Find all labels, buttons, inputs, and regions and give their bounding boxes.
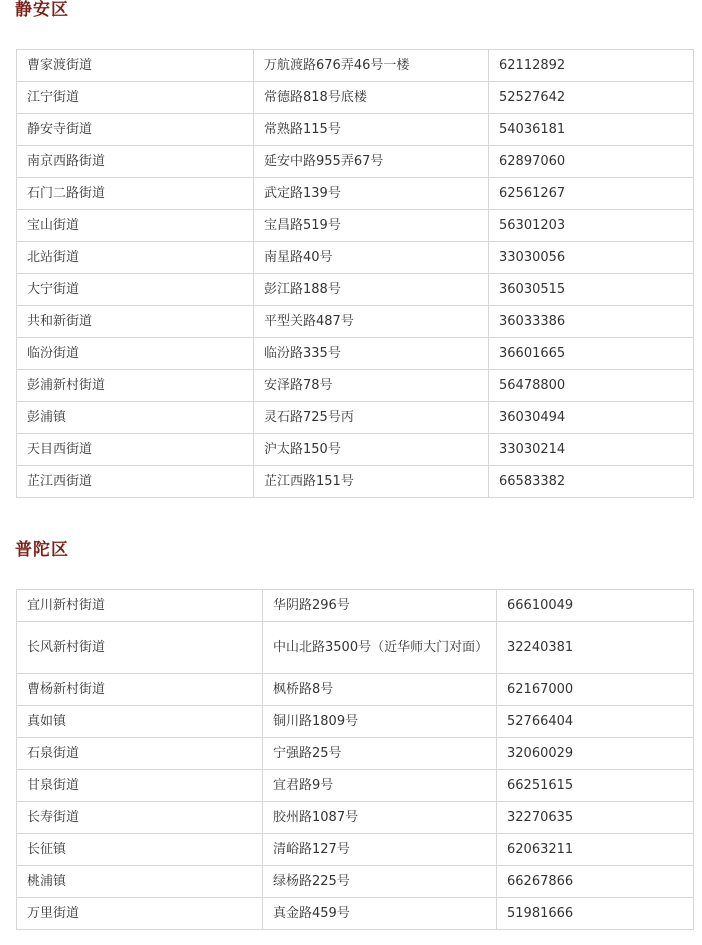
phone-cell: 62897060 bbox=[489, 146, 694, 178]
phone-cell: 62561267 bbox=[489, 178, 694, 210]
street-name-cell: 宝山街道 bbox=[17, 210, 254, 242]
section-title-putuo: 普陀区 bbox=[15, 540, 69, 560]
table-row bbox=[17, 738, 694, 770]
address-cell: 中山北路3500号（近华师大门对面） bbox=[263, 622, 497, 674]
address-cell: 彭江路188号 bbox=[254, 274, 489, 306]
phone-cell: 32060029 bbox=[497, 738, 694, 770]
table-row bbox=[17, 370, 694, 402]
table-row bbox=[17, 306, 694, 338]
phone-cell: 36033386 bbox=[489, 306, 694, 338]
table-row bbox=[17, 770, 694, 802]
street-name-cell: 彭浦镇 bbox=[17, 402, 254, 434]
address-cell: 灵石路725号丙 bbox=[254, 402, 489, 434]
table-row bbox=[17, 274, 694, 306]
address-table-jingan bbox=[16, 49, 694, 498]
address-cell: 胶州路1087号 bbox=[263, 802, 497, 834]
phone-cell: 66267866 bbox=[497, 866, 694, 898]
address-cell: 枫桥路8号 bbox=[263, 674, 497, 706]
address-cell: 沪太路150号 bbox=[254, 434, 489, 466]
table-row bbox=[17, 146, 694, 178]
phone-cell: 33030214 bbox=[489, 434, 694, 466]
table-row bbox=[17, 434, 694, 466]
phone-cell: 32240381 bbox=[497, 622, 694, 674]
address-cell: 武定路139号 bbox=[254, 178, 489, 210]
address-cell: 清峪路127号 bbox=[263, 834, 497, 866]
phone-cell: 33030056 bbox=[489, 242, 694, 274]
address-cell: 宜君路9号 bbox=[263, 770, 497, 802]
street-name-cell: 石泉街道 bbox=[17, 738, 263, 770]
street-name-cell: 静安寺街道 bbox=[17, 114, 254, 146]
address-cell: 芷江西路151号 bbox=[254, 466, 489, 498]
table-row bbox=[17, 674, 694, 706]
address-cell: 宝昌路519号 bbox=[254, 210, 489, 242]
street-name-cell: 长征镇 bbox=[17, 834, 263, 866]
address-cell: 常熟路115号 bbox=[254, 114, 489, 146]
table-row bbox=[17, 590, 694, 622]
phone-cell: 62112892 bbox=[489, 50, 694, 82]
street-name-cell: 宜川新村街道 bbox=[17, 590, 263, 622]
street-name-cell: 江宁街道 bbox=[17, 82, 254, 114]
street-name-cell: 万里街道 bbox=[17, 898, 263, 930]
street-name-cell: 南京西路街道 bbox=[17, 146, 254, 178]
address-cell: 华阴路296号 bbox=[263, 590, 497, 622]
table-row bbox=[17, 50, 694, 82]
address-cell: 宁强路25号 bbox=[263, 738, 497, 770]
phone-cell: 52527642 bbox=[489, 82, 694, 114]
phone-cell: 51981666 bbox=[497, 898, 694, 930]
street-name-cell: 芷江西街道 bbox=[17, 466, 254, 498]
phone-cell: 32270635 bbox=[497, 802, 694, 834]
street-name-cell: 大宁街道 bbox=[17, 274, 254, 306]
address-cell: 平型关路487号 bbox=[254, 306, 489, 338]
address-cell: 安泽路78号 bbox=[254, 370, 489, 402]
street-name-cell: 桃浦镇 bbox=[17, 866, 263, 898]
phone-cell: 62167000 bbox=[497, 674, 694, 706]
phone-cell: 36030515 bbox=[489, 274, 694, 306]
phone-cell: 62063211 bbox=[497, 834, 694, 866]
phone-cell: 36601665 bbox=[489, 338, 694, 370]
street-name-cell: 曹杨新村街道 bbox=[17, 674, 263, 706]
phone-cell: 66251615 bbox=[497, 770, 694, 802]
table-row bbox=[17, 466, 694, 498]
table-row bbox=[17, 210, 694, 242]
table-row bbox=[17, 338, 694, 370]
table-row bbox=[17, 178, 694, 210]
street-name-cell: 长风新村街道 bbox=[17, 622, 263, 674]
address-cell: 临汾路335号 bbox=[254, 338, 489, 370]
section-title-jingan: 静安区 bbox=[15, 0, 69, 20]
address-cell: 绿杨路225号 bbox=[263, 866, 497, 898]
table-row bbox=[17, 82, 694, 114]
address-cell: 南星路40号 bbox=[254, 242, 489, 274]
address-cell: 常德路818号底楼 bbox=[254, 82, 489, 114]
street-name-cell: 真如镇 bbox=[17, 706, 263, 738]
phone-cell: 66583382 bbox=[489, 466, 694, 498]
table-row bbox=[17, 834, 694, 866]
street-name-cell: 彭浦新村街道 bbox=[17, 370, 254, 402]
street-name-cell: 天目西街道 bbox=[17, 434, 254, 466]
phone-cell: 54036181 bbox=[489, 114, 694, 146]
table-row bbox=[17, 802, 694, 834]
phone-cell: 56301203 bbox=[489, 210, 694, 242]
table-row bbox=[17, 706, 694, 738]
street-name-cell: 甘泉街道 bbox=[17, 770, 263, 802]
phone-cell: 36030494 bbox=[489, 402, 694, 434]
address-table-putuo bbox=[16, 589, 694, 930]
phone-cell: 52766404 bbox=[497, 706, 694, 738]
address-cell: 铜川路1809号 bbox=[263, 706, 497, 738]
phone-cell: 56478800 bbox=[489, 370, 694, 402]
address-cell: 真金路459号 bbox=[263, 898, 497, 930]
street-name-cell: 北站街道 bbox=[17, 242, 254, 274]
table-row bbox=[17, 866, 694, 898]
street-name-cell: 曹家渡街道 bbox=[17, 50, 254, 82]
street-name-cell: 共和新街道 bbox=[17, 306, 254, 338]
street-name-cell: 石门二路街道 bbox=[17, 178, 254, 210]
street-name-cell: 临汾街道 bbox=[17, 338, 254, 370]
table-row bbox=[17, 622, 694, 674]
street-name-cell: 长寿街道 bbox=[17, 802, 263, 834]
table-row bbox=[17, 242, 694, 274]
address-cell: 万航渡路676弄46号一楼 bbox=[254, 50, 489, 82]
phone-cell: 66610049 bbox=[497, 590, 694, 622]
table-row bbox=[17, 402, 694, 434]
table-row bbox=[17, 114, 694, 146]
table-row bbox=[17, 898, 694, 930]
address-cell: 延安中路955弄67号 bbox=[254, 146, 489, 178]
